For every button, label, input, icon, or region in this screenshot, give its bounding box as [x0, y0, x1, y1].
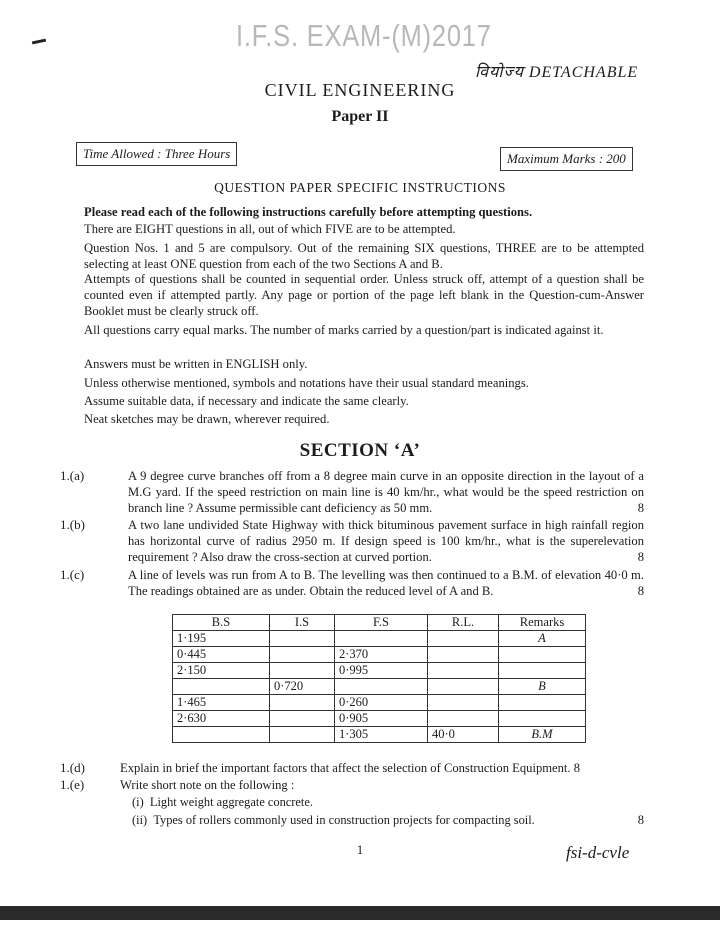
- table-cell: 1·305: [335, 727, 428, 743]
- table-header-row: [173, 615, 586, 631]
- instruction-line: Neat sketches may be drawn, wherever required.: [84, 412, 330, 426]
- table-header: Remarks: [499, 615, 586, 631]
- table-cell: [428, 695, 499, 711]
- table-cell: [335, 631, 428, 647]
- table-cell: [270, 695, 335, 711]
- question-number: 1.(a): [60, 468, 85, 483]
- instruction-line: All questions carry equal marks. The number of marks carried by a question/part is indicated against it.: [84, 323, 604, 337]
- question-marks: 8: [637, 584, 644, 598]
- table-row: [173, 679, 586, 695]
- table-cell: [499, 663, 586, 679]
- table-cell: 2·150: [173, 663, 270, 679]
- table-cell: 0·995: [335, 663, 428, 679]
- table-cell: B: [499, 679, 586, 695]
- table-cell: 2·630: [173, 711, 270, 727]
- table-cell: [428, 711, 499, 727]
- instruction-line: Attempts of questions shall be counted in sequential order. Unless struck off, attempt of a question shall be counted even if attempted partly. Any page or portion of the page left blank in the Question-cum-Answer Booklet must be clearly struck off.: [84, 272, 644, 318]
- page-number: 1: [356, 842, 364, 857]
- table-cell: 1·195: [173, 631, 270, 647]
- table-cell: [499, 695, 586, 711]
- instruction-line: Question Nos. 1 and 5 are compulsory. Out of the remaining SIX questions, THREE are to be attempted selecting at least ONE question from each of the two Sections A and B.: [84, 241, 644, 271]
- paper-code: fsi-d-cvle: [566, 843, 630, 862]
- instruction-line: Answers must be written in ENGLISH only.: [84, 357, 308, 371]
- table-cell: [428, 679, 499, 695]
- question-number: 1.(e): [60, 777, 85, 792]
- instruction-line: There are EIGHT questions in all, out of which FIVE are to be attempted.: [84, 222, 456, 236]
- table-row: [173, 727, 586, 743]
- table-cell: 1·465: [173, 695, 270, 711]
- sub-item: [132, 813, 644, 828]
- table-header: R.L.: [428, 615, 499, 631]
- table-row: [173, 695, 586, 711]
- scan-edge-bar: [0, 906, 720, 920]
- paper-number: Paper II: [331, 108, 389, 125]
- question-text: [128, 468, 644, 516]
- table-header: B.S: [173, 615, 270, 631]
- question-body: Explain in brief the important factors that affect the selection of Construction Equipment.: [120, 761, 571, 775]
- pen-mark: [32, 39, 46, 45]
- sub-item: [132, 795, 313, 810]
- instruction-line: Assume suitable data, if necessary and indicate the same clearly.: [84, 394, 409, 408]
- question-marks: 8: [637, 501, 644, 515]
- table-cell: [270, 727, 335, 743]
- table-row: [173, 711, 586, 727]
- table-cell: 0·720: [270, 679, 335, 695]
- question-body: A 9 degree curve branches off from a 8 degree main curve in an opposite direction in the layout of a M.G yard. If the speed restriction on main line is 40 km/hr., what would be the speed restriction on branch line ? Assume permissible cant deficiency as 50 mm.: [128, 469, 644, 515]
- table-cell: [335, 679, 428, 695]
- instruction-line: Unless otherwise mentioned, symbols and notations have their usual standard meanings.: [84, 376, 529, 390]
- question-text: Write short note on the following :: [120, 778, 295, 792]
- time-allowed-box: Time Allowed : Three Hours: [76, 142, 237, 166]
- table-cell: B.M: [499, 727, 586, 743]
- table-cell: [270, 663, 335, 679]
- table-cell: [499, 711, 586, 727]
- table-cell: [428, 663, 499, 679]
- detachable-label: वियोज्य DETACHABLE: [475, 64, 639, 81]
- question-text: [128, 517, 644, 565]
- exam-stamp: I.F.S. EXAM-(M)2017: [236, 18, 492, 53]
- table-cell: A: [499, 631, 586, 647]
- paper-title: CIVIL ENGINEERING: [264, 80, 456, 100]
- table-header: F.S: [335, 615, 428, 631]
- table-cell: [270, 711, 335, 727]
- table-cell: [270, 647, 335, 663]
- table-cell: [428, 631, 499, 647]
- maximum-marks-box: Maximum Marks : 200: [500, 147, 633, 171]
- table-cell: 40·0: [428, 727, 499, 743]
- question-marks: 8: [637, 550, 644, 564]
- question-text: [128, 567, 644, 599]
- sub-item-number: (ii): [132, 813, 148, 827]
- table-header: I.S: [270, 615, 335, 631]
- table-row: [173, 663, 586, 679]
- table-cell: [499, 647, 586, 663]
- question-number: 1.(d): [60, 760, 85, 775]
- instruction-line: Please read each of the following instructions carefully before attempting questions.: [84, 205, 533, 219]
- sub-item-number: (i): [132, 795, 144, 809]
- table-cell: 0·260: [335, 695, 428, 711]
- table-cell: 0·445: [173, 647, 270, 663]
- table-cell: [270, 631, 335, 647]
- table-row: [173, 631, 586, 647]
- table-cell: 2·370: [335, 647, 428, 663]
- question-number: 1.(b): [60, 517, 85, 532]
- sub-item-text: Types of rollers commonly used in construction projects for compacting soil.: [153, 813, 535, 827]
- table-cell: 0·905: [335, 711, 428, 727]
- section-title: SECTION ‘A’: [299, 440, 421, 461]
- table-cell: [173, 679, 270, 695]
- levelling-table: [172, 614, 586, 743]
- question-body: A line of levels was run from A to B. The levelling was then continued to a B.M. of elevation 40·0 m. The readings obtained are as under. Obtain the reduced level of A and B.: [128, 568, 644, 598]
- table-row: [173, 647, 586, 663]
- question-number: 1.(c): [60, 567, 85, 582]
- question-marks: 8: [573, 761, 581, 775]
- sub-item-marks: 8: [637, 813, 644, 827]
- question-body: A two lane undivided State Highway with thick bituminous pavement surface in high rainfall region has horizontal curve of radius 2950 m. If design speed is 100 km/hr., what is the superelevation requirement ? Also draw the cross-section at curved portion.: [128, 518, 644, 564]
- instructions-heading: QUESTION PAPER SPECIFIC INSTRUCTIONS: [214, 180, 506, 195]
- table-cell: [428, 647, 499, 663]
- sub-item-text: Light weight aggregate concrete.: [149, 795, 313, 809]
- table-cell: [173, 727, 270, 743]
- question-text: [120, 760, 644, 776]
